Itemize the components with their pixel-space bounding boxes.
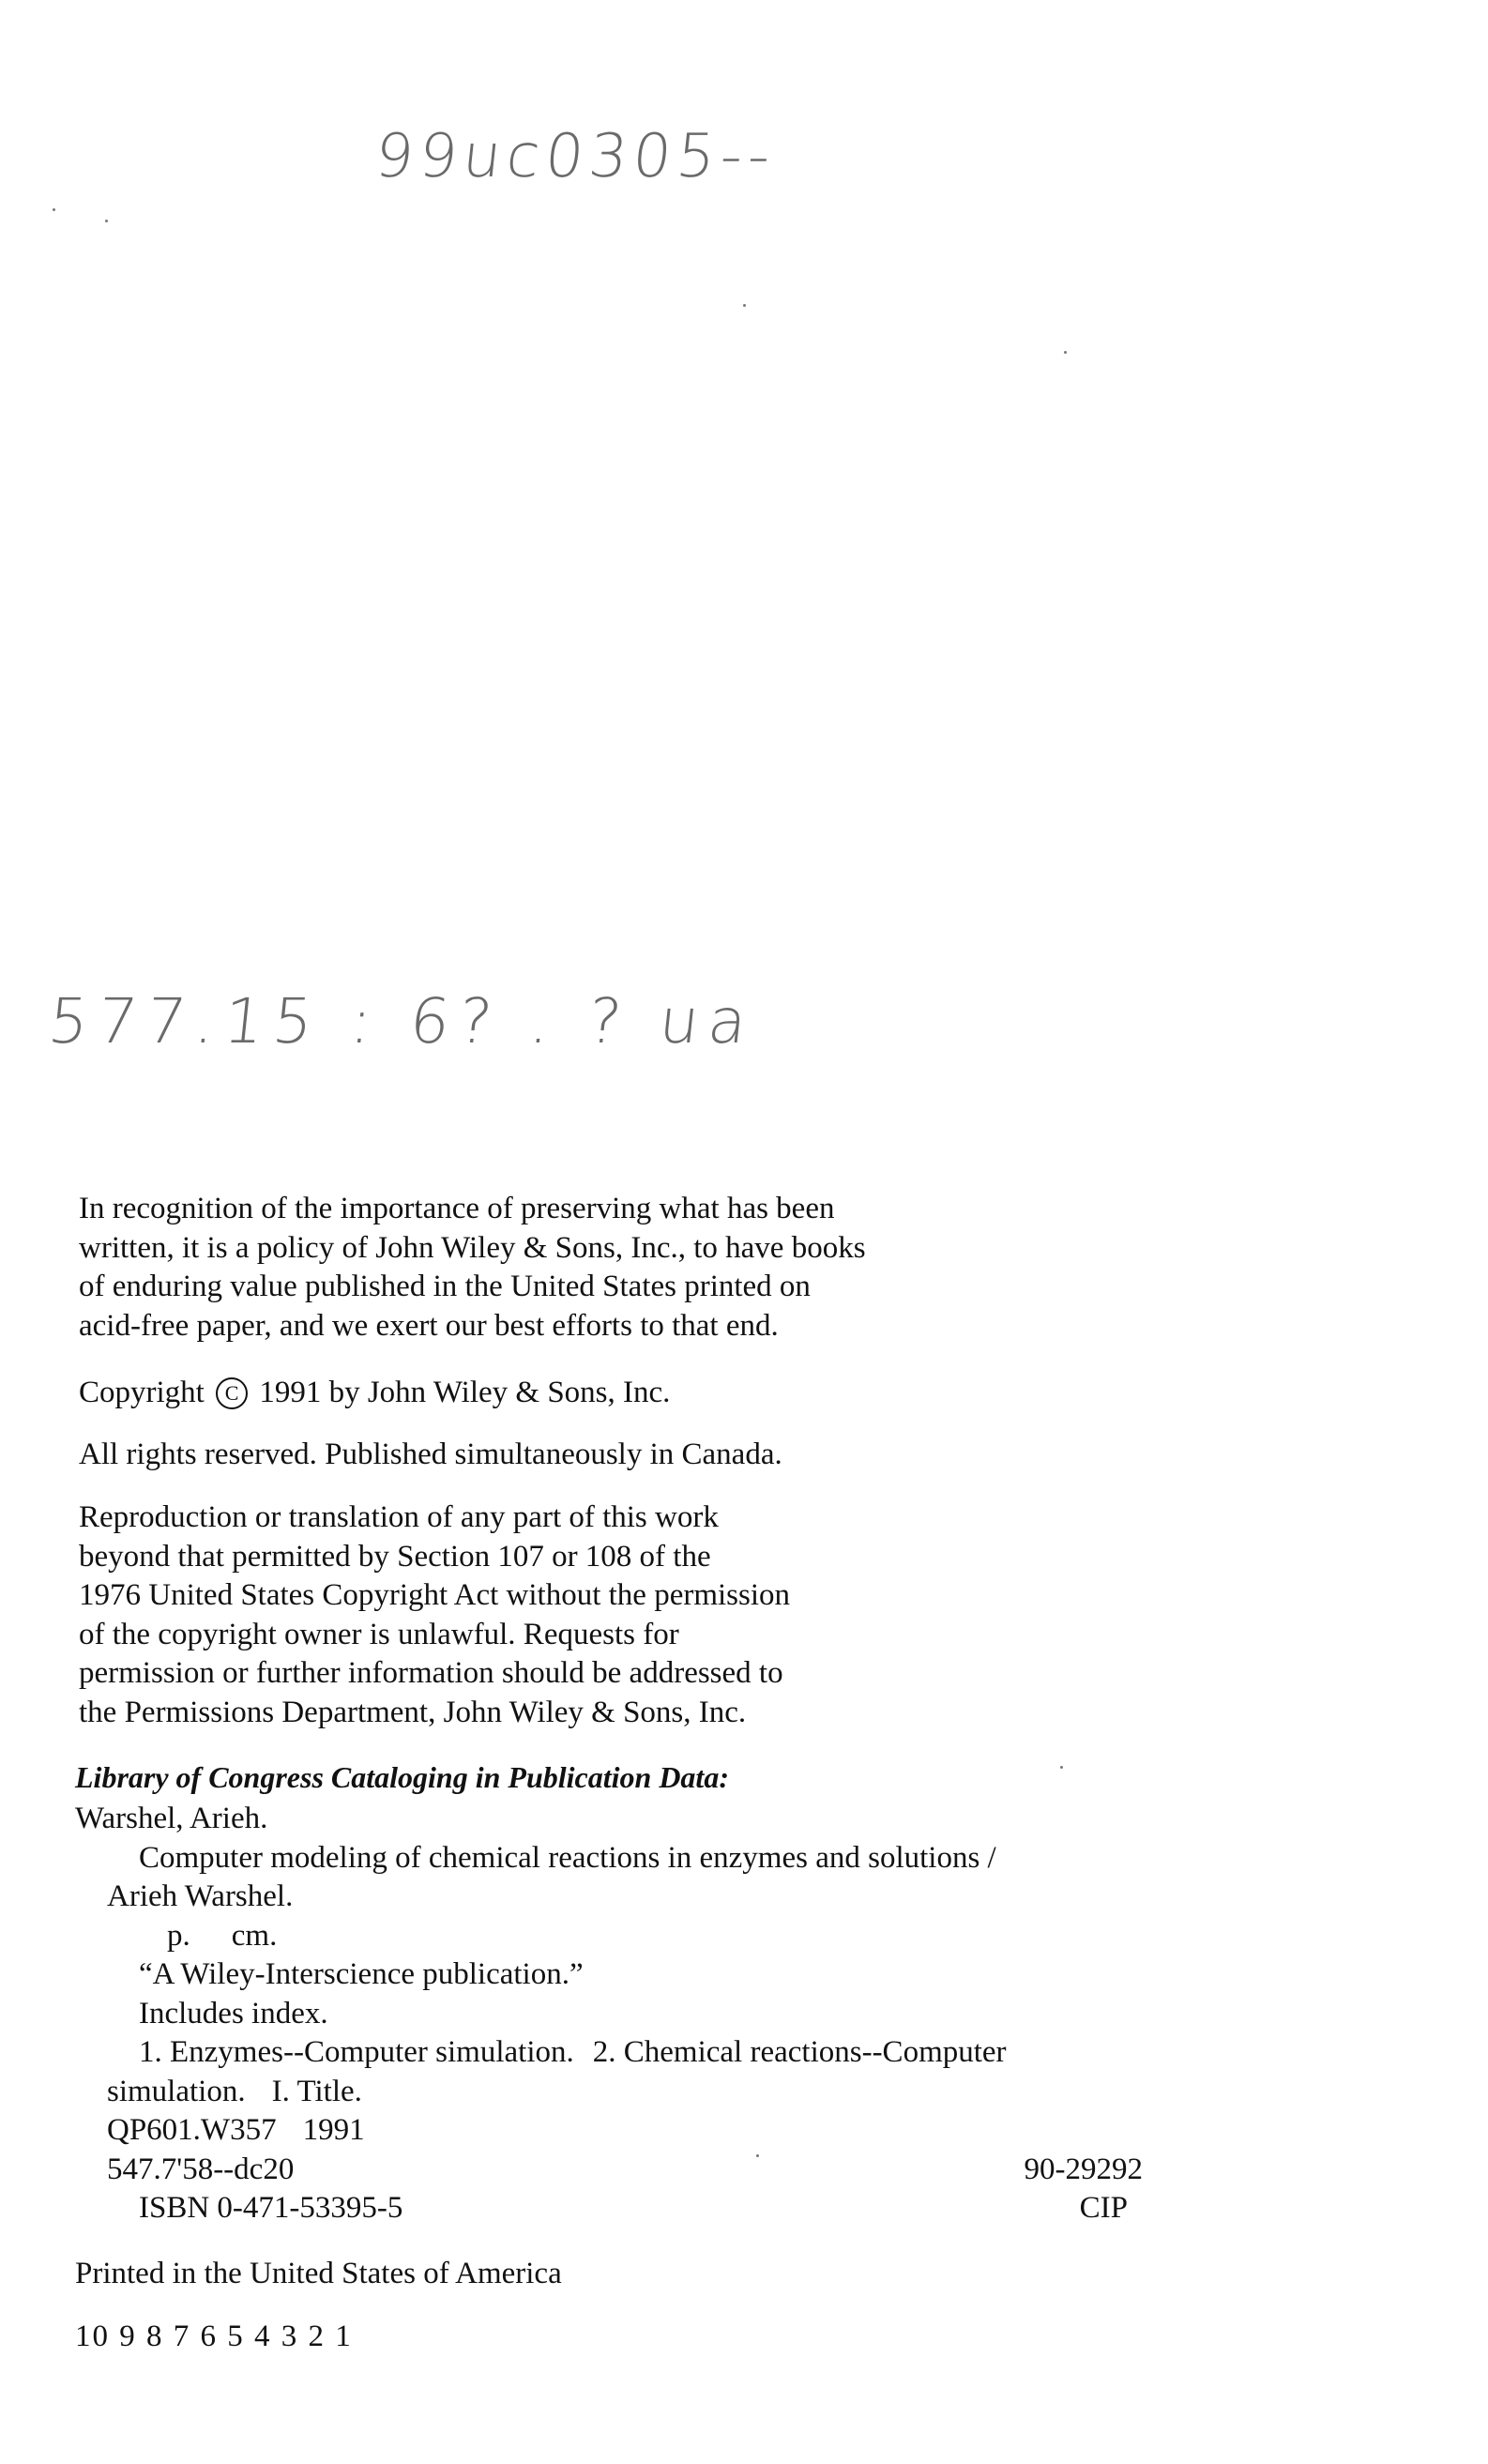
copyright-prefix: Copyright [79,1376,205,1409]
handwritten-accession-note: 99uc0305-- [372,122,780,191]
cip-lc-year: 1991 [302,2113,365,2147]
cip-series-note: “A Wiley-Interscience publication.” [139,1957,584,1991]
cip-subject: 1. Enzymes--Computer simulation. [139,2035,574,2069]
reproduction-notice [79,1498,790,1732]
cip-record [75,1800,1154,2228]
rights-statement: All rights reserved. Published simultaneously in Canada. [79,1437,782,1471]
cip-heading: Library of Congress Cataloging in Publication Data: [75,1760,729,1794]
cip-subjects [75,2033,1154,2073]
handwritten-call-number: 577.15 : 6? . ? ua [44,985,760,1057]
cip-isbn-line [75,2189,1154,2228]
notice-line: permission or further information should be addressed to [79,1656,783,1690]
notice-line: the Permissions Department, John Wiley & Sons, Inc. [79,1695,747,1729]
notice-line: of enduring value published in the United States printed on [79,1270,811,1303]
printing-line: 10 9 8 7 6 5 4 3 2 1 [75,2320,353,2353]
cip-lc-class: QP601.W357 [107,2113,277,2147]
preservation-notice [79,1190,866,1346]
notice-line: Reproduction or translation of any part of this work [79,1500,719,1534]
cip-title: Computer modeling of chemical reactions in enzymes and solutions / [139,1840,996,1875]
cip-tag: CIP [1079,2191,1128,2225]
copyright-holder: 1991 by John Wiley & Sons, Inc. [259,1376,671,1409]
cip-author: Warshel, Arieh. [75,1802,268,1835]
notice-line: beyond that permitted by Section 107 or 108 of the [79,1539,711,1574]
cip-lc-classification [75,2111,1154,2151]
cip-physical-description [75,1917,1154,1956]
notice-line: written, it is a policy of John Wiley & Sons, Inc., to have books [79,1230,866,1265]
cip-title-continuation: Arieh Warshel. [107,1879,294,1913]
cip-dewey: 547.7'58--dc20 [107,2152,295,2186]
cip-title-entry: I. Title. [271,2074,362,2108]
cip-isbn: ISBN 0-471-53395-5 [139,2191,403,2225]
cip-subject-continuation [75,2073,1154,2112]
cip-index-note: Includes index. [139,1996,328,2031]
printed-in: Printed in the United States of America [75,2257,562,2290]
notice-line: 1976 United States Copyright Act without the permission [79,1578,791,1612]
cip-size: cm. [231,1918,278,1953]
page-speck [1064,351,1067,354]
copyright-symbol-icon: C [216,1377,248,1409]
cip-dewey-line [75,2151,1154,2190]
notice-line: acid-free paper, and we exert our best efforts to that end. [79,1308,779,1343]
cip-lccn: 90-29292 [1024,2152,1143,2186]
copyright-statement [79,1374,670,1413]
cip-subject-cont: simulation. [107,2074,246,2108]
cip-pages: p. [167,1918,190,1953]
page-speck [53,208,55,211]
page-speck [743,304,746,307]
page-speck [1060,1766,1063,1769]
page-speck [105,220,108,222]
cip-subject: 2. Chemical reactions--Computer [592,2035,1007,2069]
notice-line: of the copyright owner is unlawful. Requests for [79,1617,679,1651]
notice-line: In recognition of the importance of preserving what has been [79,1192,835,1225]
